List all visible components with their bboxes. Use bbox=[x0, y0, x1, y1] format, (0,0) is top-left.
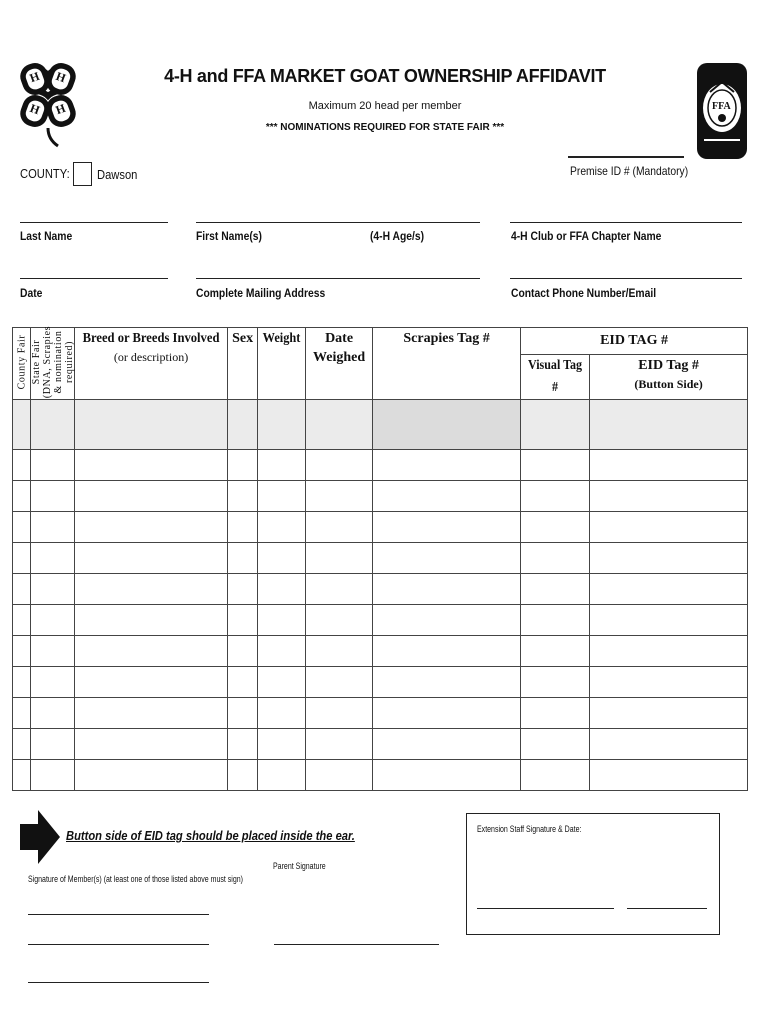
eid-tag-text: EID Tag # bbox=[638, 358, 699, 373]
table-cell[interactable] bbox=[258, 450, 306, 481]
breed-header-sub: (or description) bbox=[113, 350, 189, 364]
parent-signature-label: Parent Signature bbox=[273, 861, 326, 871]
table-cell[interactable] bbox=[13, 698, 31, 729]
table-cell[interactable] bbox=[75, 574, 228, 605]
table-row bbox=[13, 605, 748, 636]
table-row bbox=[13, 543, 748, 574]
table-row bbox=[13, 729, 748, 760]
table-cell[interactable] bbox=[228, 543, 258, 574]
breed-header bbox=[75, 328, 228, 400]
table-cell[interactable] bbox=[590, 512, 748, 543]
contact-line[interactable] bbox=[510, 278, 742, 279]
table-cell[interactable] bbox=[258, 636, 306, 667]
table-cell[interactable] bbox=[13, 543, 31, 574]
scrapies-tag-text: Scrapies Tag # bbox=[403, 331, 490, 346]
table-cell bbox=[306, 400, 373, 450]
table-cell[interactable] bbox=[521, 729, 590, 760]
table-cell[interactable] bbox=[590, 574, 748, 605]
table-cell[interactable] bbox=[590, 450, 748, 481]
county-fair-text: County Fair bbox=[16, 334, 27, 390]
last-name-label: Last Name bbox=[20, 229, 73, 243]
date-weighed-text: Weighed bbox=[313, 350, 366, 365]
table-cell[interactable] bbox=[228, 450, 258, 481]
member-signature-line[interactable] bbox=[28, 982, 209, 983]
table-cell[interactable] bbox=[306, 605, 373, 636]
table-row bbox=[13, 512, 748, 543]
table-cell[interactable] bbox=[258, 481, 306, 512]
breed-header-text: Breed or Breeds Involved bbox=[82, 331, 220, 346]
table-cell[interactable] bbox=[373, 698, 521, 729]
table-cell bbox=[31, 400, 75, 450]
visual-tag-header bbox=[521, 355, 590, 400]
address-line[interactable] bbox=[196, 278, 480, 279]
table-cell[interactable] bbox=[75, 667, 228, 698]
table-cell[interactable] bbox=[75, 698, 228, 729]
table-cell[interactable] bbox=[258, 512, 306, 543]
member-signature-label: Signature of Member(s) (at least one of those listed above must sign) bbox=[28, 874, 243, 884]
age-label: (4-H Age/s) bbox=[370, 229, 425, 243]
eid-tag-sub: (Button Side) bbox=[634, 377, 703, 391]
table-cell bbox=[75, 400, 228, 450]
table-cell[interactable] bbox=[75, 450, 228, 481]
table-cell[interactable] bbox=[31, 698, 75, 729]
table-cell[interactable] bbox=[373, 512, 521, 543]
eid-tag-group-header bbox=[521, 328, 748, 355]
table-cell[interactable] bbox=[306, 450, 373, 481]
weight-header-text: Weight bbox=[262, 331, 301, 346]
table-cell[interactable] bbox=[75, 543, 228, 574]
parent-signature-line[interactable] bbox=[274, 944, 439, 945]
form-title: 4-H and FFA MARKET GOAT OWNERSHIP AFFIDAVIT bbox=[164, 66, 606, 86]
premise-id-label: Premise ID # (Mandatory) bbox=[570, 164, 689, 178]
table-cell[interactable] bbox=[228, 636, 258, 667]
table-cell[interactable] bbox=[228, 512, 258, 543]
member-signature-line[interactable] bbox=[28, 944, 209, 945]
contact-label: Contact Phone Number/Email bbox=[511, 286, 657, 300]
table-row bbox=[13, 760, 748, 791]
table-cell[interactable] bbox=[258, 698, 306, 729]
table-cell[interactable] bbox=[521, 698, 590, 729]
clover-letter: H bbox=[28, 100, 42, 118]
date-line[interactable] bbox=[20, 278, 168, 279]
club-line[interactable] bbox=[510, 222, 742, 223]
table-cell bbox=[228, 400, 258, 450]
table-cell[interactable] bbox=[75, 729, 228, 760]
table-cell[interactable] bbox=[228, 574, 258, 605]
first-name-line[interactable] bbox=[196, 222, 480, 223]
table-cell[interactable] bbox=[13, 729, 31, 760]
weight-header bbox=[258, 328, 306, 400]
table-cell[interactable] bbox=[373, 729, 521, 760]
table-cell[interactable] bbox=[31, 543, 75, 574]
member-signature-line[interactable] bbox=[28, 914, 209, 915]
table-cell[interactable] bbox=[521, 450, 590, 481]
eid-placement-note: Button side of EID tag should be placed inside the ear. bbox=[66, 828, 355, 843]
table-row bbox=[13, 450, 748, 481]
table-cell[interactable] bbox=[306, 636, 373, 667]
club-label: 4-H Club or FFA Chapter Name bbox=[511, 229, 662, 243]
table-cell bbox=[13, 400, 31, 450]
table-cell[interactable] bbox=[13, 605, 31, 636]
eid-tag-header bbox=[590, 355, 748, 400]
table-cell[interactable] bbox=[228, 605, 258, 636]
table-cell[interactable] bbox=[521, 667, 590, 698]
table-cell[interactable] bbox=[373, 667, 521, 698]
address-label: Complete Mailing Address bbox=[196, 286, 326, 300]
table-cell[interactable] bbox=[521, 636, 590, 667]
extension-date-line[interactable] bbox=[627, 908, 707, 909]
table-cell[interactable] bbox=[31, 760, 75, 791]
table-cell[interactable] bbox=[13, 760, 31, 791]
table-cell[interactable] bbox=[31, 481, 75, 512]
clover-letter: H bbox=[54, 68, 68, 86]
date-weighed-text: Date bbox=[325, 331, 354, 346]
table-cell[interactable] bbox=[31, 512, 75, 543]
table-cell[interactable] bbox=[521, 481, 590, 512]
eid-tag-group-text: EID TAG # bbox=[600, 333, 669, 348]
form-subtitle: Maximum 20 head per member bbox=[308, 100, 462, 112]
table-cell[interactable] bbox=[521, 605, 590, 636]
table-cell[interactable] bbox=[373, 760, 521, 791]
table-body bbox=[13, 450, 748, 791]
table-cell[interactable] bbox=[228, 667, 258, 698]
extension-staff-box bbox=[466, 813, 720, 935]
date-label: Date bbox=[20, 286, 43, 300]
last-name-line[interactable] bbox=[20, 222, 168, 223]
table-cell[interactable] bbox=[521, 512, 590, 543]
state-fair-note: (DNA, Scrapies bbox=[41, 325, 53, 399]
table-cell[interactable] bbox=[75, 512, 228, 543]
table-cell[interactable] bbox=[306, 760, 373, 791]
table-cell[interactable] bbox=[521, 543, 590, 574]
table-cell[interactable] bbox=[373, 574, 521, 605]
table-cell[interactable] bbox=[590, 543, 748, 574]
table-cell[interactable] bbox=[13, 450, 31, 481]
table-cell[interactable] bbox=[590, 698, 748, 729]
table-cell[interactable] bbox=[13, 667, 31, 698]
table-cell[interactable] bbox=[373, 605, 521, 636]
table-cell[interactable] bbox=[13, 636, 31, 667]
table-row bbox=[13, 698, 748, 729]
table-cell[interactable] bbox=[31, 729, 75, 760]
state-fair-notice: *** NOMINATIONS REQUIRED FOR STATE FAIR *** bbox=[265, 122, 505, 133]
table-cell[interactable] bbox=[258, 543, 306, 574]
table-cell[interactable] bbox=[373, 543, 521, 574]
extension-signature-line[interactable] bbox=[477, 908, 614, 909]
state-fair-note: & nomination bbox=[52, 330, 64, 394]
table-cell[interactable] bbox=[75, 636, 228, 667]
visual-tag-text: Visual Tag # bbox=[528, 358, 583, 395]
county-checkbox[interactable] bbox=[73, 162, 92, 186]
table-cell[interactable] bbox=[306, 667, 373, 698]
table-cell[interactable] bbox=[590, 481, 748, 512]
table-cell[interactable] bbox=[306, 543, 373, 574]
table-cell[interactable] bbox=[13, 512, 31, 543]
arrow-icon bbox=[20, 810, 60, 869]
sex-header bbox=[228, 328, 258, 400]
table-cell[interactable] bbox=[306, 729, 373, 760]
animal-table bbox=[12, 327, 748, 791]
clover-letter: H bbox=[53, 100, 68, 118]
table-row bbox=[13, 481, 748, 512]
table-row bbox=[13, 636, 748, 667]
table-cell[interactable] bbox=[31, 636, 75, 667]
table-cell[interactable] bbox=[258, 605, 306, 636]
table-cell[interactable] bbox=[306, 512, 373, 543]
table-cell[interactable] bbox=[258, 760, 306, 791]
table-cell[interactable] bbox=[75, 605, 228, 636]
county-label: COUNTY: bbox=[20, 166, 70, 181]
table-cell[interactable] bbox=[373, 481, 521, 512]
table-cell[interactable] bbox=[590, 760, 748, 791]
table-cell[interactable] bbox=[75, 760, 228, 791]
table-cell[interactable] bbox=[31, 667, 75, 698]
table-cell[interactable] bbox=[590, 605, 748, 636]
table-cell[interactable] bbox=[31, 605, 75, 636]
ffa-emblem-text: FFA bbox=[712, 101, 731, 112]
extension-signature-label: Extension Staff Signature & Date: bbox=[477, 824, 582, 834]
first-name-label: First Name(s) bbox=[196, 229, 262, 243]
state-fair-header bbox=[30, 325, 75, 400]
table-cell[interactable] bbox=[31, 574, 75, 605]
table-cell[interactable] bbox=[75, 481, 228, 512]
table-row bbox=[13, 574, 748, 605]
premise-id-line[interactable] bbox=[568, 156, 684, 158]
sex-header-text: Sex bbox=[232, 331, 254, 346]
table-cell bbox=[590, 400, 748, 450]
table-cell bbox=[258, 400, 306, 450]
table-cell[interactable] bbox=[228, 760, 258, 791]
table-row bbox=[13, 667, 748, 698]
state-fair-text: State Fair bbox=[30, 339, 42, 385]
scrapies-tag-header bbox=[373, 328, 521, 400]
table-cell[interactable] bbox=[306, 481, 373, 512]
table-cell[interactable] bbox=[13, 481, 31, 512]
table-cell[interactable] bbox=[590, 636, 748, 667]
clover-letter: H bbox=[27, 68, 42, 86]
table-cell[interactable] bbox=[258, 667, 306, 698]
table-cell[interactable] bbox=[13, 574, 31, 605]
table-cell[interactable] bbox=[521, 574, 590, 605]
state-fair-note: required) bbox=[63, 340, 75, 384]
table-cell[interactable] bbox=[521, 760, 590, 791]
table-cell[interactable] bbox=[590, 729, 748, 760]
table-cell[interactable] bbox=[228, 481, 258, 512]
date-weighed-header bbox=[306, 328, 373, 400]
table-cell[interactable] bbox=[258, 574, 306, 605]
table-cell bbox=[373, 400, 521, 450]
table-cell[interactable] bbox=[228, 698, 258, 729]
table-cell[interactable] bbox=[590, 667, 748, 698]
table-cell[interactable] bbox=[373, 450, 521, 481]
table-cell[interactable] bbox=[306, 574, 373, 605]
table-cell[interactable] bbox=[258, 729, 306, 760]
table-shaded-row bbox=[13, 400, 748, 450]
county-value[interactable]: Dawson bbox=[97, 167, 138, 182]
table-cell[interactable] bbox=[306, 698, 373, 729]
table-cell[interactable] bbox=[31, 450, 75, 481]
table-cell[interactable] bbox=[228, 729, 258, 760]
table-cell bbox=[521, 400, 590, 450]
county-fair-header bbox=[13, 328, 31, 400]
table-cell[interactable] bbox=[373, 636, 521, 667]
